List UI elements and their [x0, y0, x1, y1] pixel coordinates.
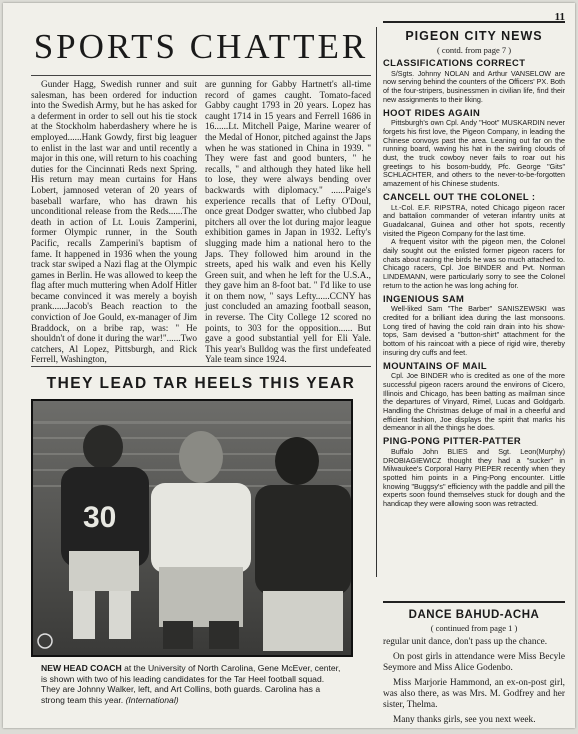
sports-chatter-column: [31, 17, 371, 705]
section-paragraph: Cpl. Joe BINDER who is credited as one of the more successful pigeon racers around the environs of Cicero, Illinois and Chicago, has been batting as mailman since the departures of Vinyard, Rimel, Lucas and Goldgarb. Handling the Christmas deluge of mail in a cheerful and efficient fashion, Joe displays the spirit that marks his demeanor in all the things he does.: [383, 371, 565, 433]
pigeon-city-news-column: [383, 21, 565, 509]
dance-paragraph: Many thanks girls, see you next week.: [393, 715, 536, 725]
sports-text-col-2: [205, 80, 371, 366]
section-head: INGENIOUS SAM: [383, 292, 465, 304]
sports-paragraph: Gunder Hagg, Swedish runner and suit salesman, has been ordered for induction into the Swedish Army, but he has asked for a deferment in order to sell out his tie stock at the Stockholm haberdashery where he is employed......Hank Gowdy, first big leaguer to enlist in the last war and until recently a major in this one, will return to his coaching duties for the Cincinnati Reds next Spring. His return may mean curtains for Hans Lobert, jamnosed veteran of 20 years of baseball warfare, who has drawn his unconditional release from the Reds......The death in action of Lt. Louis Zamperini, former Olympic runner, in the South Pacific, recalls Zamperini's baptism of fame. It happened in 1936 when the young track star swiped a Nazi flag at the Olympic games in Berlin. He was allowed to keep the flag after much muttering when Adolf Hitler became convinced it was merely a boyish prank......Jacob's Beach reaction to the conviction of Joe Gould, ex-manager of Jim Braddock, on a bribe rap, was: " He shouldn't of done it during the war!"......Two catchers, Al Lopez, Pittsburgh, and Rick Ferrell, Washington,: [31, 80, 198, 366]
sports-chatter-title: SPORTS CHATTER: [33, 27, 369, 66]
photo-headline: THEY LEAD TAR HEELS THIS YEAR: [46, 375, 356, 393]
section-head: MOUNTAINS OF MAIL: [383, 359, 488, 371]
dance-article: [383, 601, 565, 728]
pigeon-news-body: [383, 59, 565, 509]
pigeon-news-title: PIGEON CITY NEWS: [383, 21, 565, 43]
news-photo: [31, 399, 353, 657]
dance-body: [383, 637, 565, 726]
section-head: HOOT RIDES AGAIN: [383, 106, 481, 118]
column-divider: [376, 27, 377, 577]
photo-caption: [41, 663, 341, 705]
page-number: 11: [554, 11, 565, 23]
section-paragraph: Well-liked Sam "The Barber" SANISZEWSKI was credited for a brilliant idea during the last monsoons. Long tired of having the cold rain drain into his show-tops, Sam devised a "button-shirt" attachment for the bottom of his raincoat with a piece of rigid wire, thereby insuring dry cuffs and feet.: [383, 304, 565, 357]
jersey-number: 30: [83, 501, 117, 535]
section-head: PING-PONG PITTER-PATTER: [383, 435, 522, 447]
dance-paragraph: On post girls in attendance were Miss Becyle Seymore and Miss Alice Godenbo.: [383, 652, 565, 673]
dance-paragraph: regular unit dance, don't pass up the chance.: [383, 637, 548, 647]
section-head: CANCELL OUT THE COLONEL :: [383, 190, 536, 202]
pigeon-contd-note: ( contd. from page 7 ): [436, 45, 512, 55]
dance-contd-note: ( continued from page 1 ): [430, 623, 518, 633]
newspaper-page: [3, 3, 575, 728]
dance-title: DANCE BAHUD-ACHA: [408, 609, 540, 621]
photo-illustration: [33, 401, 351, 655]
caption-lead: NEW HEAD COACH: [41, 663, 122, 674]
section-head: CLASSIFICATIONS CORRECT: [383, 57, 526, 68]
sports-text-col-1: [31, 80, 197, 366]
section-paragraph: Lt.-Col. E.F. RIPSTRA, noted Chicago pigeon racer and battalion commander of veteran infantry units at Guadalcanal, Guinea and other hot spots, recently visited the Pigeon Company for the last time.: [383, 202, 565, 238]
sports-text-columns: [31, 75, 371, 367]
section-paragraph: A frequent visitor with the pigeon men, the Colonel daily sought out the enlisted former pigeon racers for chats about racing the birds he was so much attached to. Chicago racers, Cpl. Joe BINDER and Pvt. Norman LINDEMANN, were particularly sorry to see the Colonel return to the action he was long aching for.: [383, 237, 565, 290]
section-paragraph: Pittsburgh's own Cpl. Andy "Hoot" MUSKARDIN never forgets his first love, the Pigeon Company, in leading the Chinese convoys past the area. Leaning out far on the running board, waving his hat in the swirling clouds of dust, the truck cowboy never fails to roar out his greetings to his bosom-buddy, Pfc. George "Gits" SCHLACHTER, and others to the never-to-be-forgotten amazement of his Chinese students.: [383, 118, 565, 189]
dance-paragraph: Miss Marjorie Hammond, an ex-on-post girl, was also there, as was Mrs. M. Godfrey and her sister, Thelma.: [383, 678, 565, 710]
caption-text: at the University of North Carolina, Gene McEver, center, is shown with two of his leading candidates for the Tar Heel football squad. They are Johnny Walker, left, and Art Collins, both guards. Carolina has a strong team this year.: [41, 663, 341, 705]
sports-paragraph: are gunning for Gabby Hartnett's all-time record of games caught. Tomato-faced Gabby caught 1793 in 20 years. Lopez has caught 1714 in 15 years and Ferrell 1686 in 16......Lt. Mitchell Paige, Marine wearer of the Medal of Honor, pitched against the Japs when he was stationed in China in 1939. " They were fast and good bunters, " he recalls, " and although they hated like hell to lose, they were always bending over backwards with diplomacy." ......Paige's experience recalls that of Lefty O'Doul, once great Dodger swatter, who clubbed Jap pitchers all over the lot during major league exhibition games in Japan in 1932. Lefty's slugging made him a national hero to the Japs. They followed him around in the streets, aped his walk and even his Kelly Green suit, and when he left for the U.S.A., they gave him an 8-foot bat. " I'd like to use it on them now, " says Lefty......CCNY has just concluded an amazing football season, in reverse. The City College 12 scored no points, to 303 for the opposition...... But gave a good substantial yell for Eli Yale. This year's Bulldog was the first undefeated Yale team since 1924.: [205, 80, 371, 366]
section-paragraph: S/Sgts. Johnny NOLAN and Arthur VANSELOW are now serving behind the counters of the Officers' PX. Both of the four-stripers, businessmen in civilian life, find their new assignments to their liking.: [383, 68, 565, 104]
section-paragraph: Buffalo John BLIES and Sgt. Leon(Murphy) DROBIAGIEWICZ thought they had a "sucker" in Milwaukee's Corporal Harry PIEPER recently when they spotted him points in a Ping-Pong encounter. Little knowing "Buggsy's" efficiency with the paddle and pill the experts soon found themselves stuck for dough and the handicap they were allowing soon was retracted.: [383, 446, 565, 509]
caption-credit: (International): [125, 694, 179, 705]
